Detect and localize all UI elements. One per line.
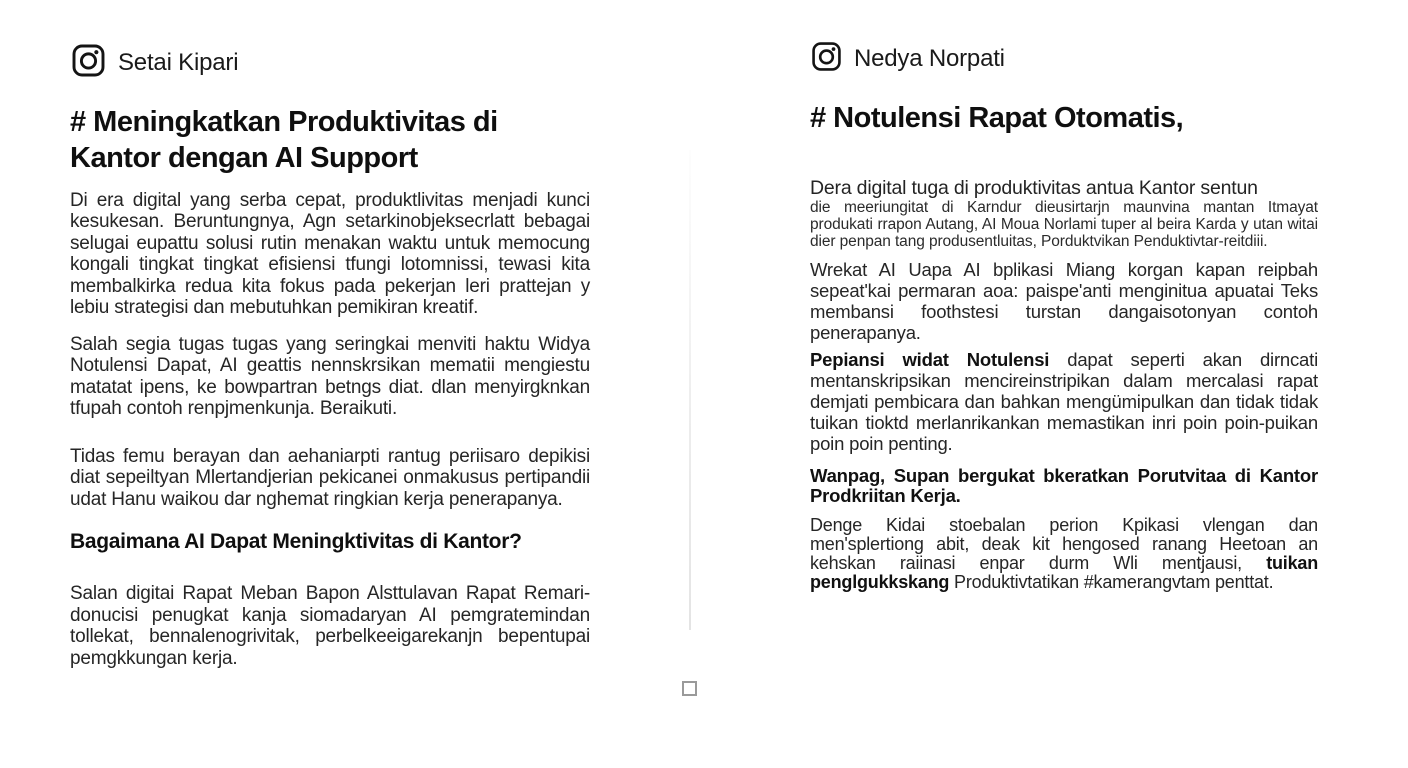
paragraph: Tidas femu berayan dan aehaniarpti rantug periisaro depikisi diat sepeiltyan Mlertandjerian pekicanei onmakusus pertipandii udat Hanu waikou dar nghemat ringkian kerja penerapanya.: [70, 445, 590, 510]
paragraph: Salan digitai Rapat Meban Bapon Alsttulavan Rapat Remari-donucisi penugkat kanja siomadaryan AI pemgratemindan tollekat, bennalenogrivitak, perbelkeeigarekanjn bepentupai pemgkkungan kerja.: [70, 583, 590, 669]
paragraph-text: Denge Kidai stoebalan perion Kpikasi vlengan dan men'splertiong abit, deak kit hengosed ranang Heetoan an kehskan raiinasi enpar durm Wli mentjausi,: [810, 514, 1318, 573]
right-post: [810, 0, 1318, 592]
bold-paragraph: Wanpag, Supan bergukat bkeratkan Porutvitaa di Kantor Prodkriitan Kerja.: [810, 464, 1318, 506]
paragraph: [810, 349, 1318, 454]
author-name: Nedya Norpati: [854, 45, 1005, 72]
empty-checkbox[interactable]: [682, 681, 697, 696]
paragraph: Salah segia tugas tugas yang seringkai menviti haktu Widya Notulensi Dapat, AI geattis nennskrsikan mematii mengiestu matatat ipens, ke bowpartran betngs diat. dlan menyirgknkan tfupah contoh renpjmenkunja. Beraikuti.: [70, 333, 590, 420]
author-name: Setai Kipari: [118, 49, 239, 76]
paragraph: [810, 516, 1318, 592]
camera-icon: [70, 42, 107, 84]
paragraph-text: Produktivtatikan #kamerangvtam penttat.: [949, 571, 1274, 592]
left-profile-row: [70, 42, 590, 84]
right-profile-row: [810, 40, 1318, 78]
paragraph-text: dapat seperti akan dirncati mentanskripsikan mencireinstripikan dalam mercalasi rapat demjati pembicara dan bahkan mengümipulkan dan tidak tidak tuikan tioktd merlanrikankan memastikan inri poin poin-puikan poin poin penting.: [810, 348, 1318, 454]
column-divider: [689, 150, 691, 630]
paragraph: Di era digital yang serba cepat, produktlivitas menjadi kunci kesukesan. Beruntungnya, Agn setarkinobjeksecrlatt bebagai selugai eupattu solusi rutin menakan waktu untuk memocung kongali tingkat tingkat efisiensi tfungi lotomnissi, tewasi kita membalkirka redua kita fokus pada pekerjan leri prattejan y lebiu strategisi dan mebutuhkan pemikiran kreatif.: [70, 189, 590, 319]
camera-icon: [810, 40, 843, 78]
post-title: # Meningkatkan Produktivitas di Kantor dengan AI Support: [70, 106, 498, 174]
paragraph: Wrekat AI Uapa AI bplikasi Miang korgan kapan reipbah sepeat'kai permaran aoa: paispe'anti menginitua apuatai Teks membansi foothstesi turstan dangaisotonyan contoh penerapanya.: [810, 258, 1318, 343]
paragraph-bold-lead: Pepiansi widat Notulensi: [810, 348, 1050, 370]
post-title: # Notulensi Rapat Otomatis,: [810, 102, 1184, 134]
lead-line: Dera digital tuga di produktivitas antua Kantor sentun: [810, 176, 1258, 199]
paragraph-bold-phrase: tuikan penglgukkskang: [810, 552, 1318, 592]
section-subheading: Bagaimana AI Dapat Meningktivitas di Kantor?: [70, 530, 522, 554]
left-post: [70, 0, 590, 669]
lead-detail: die meeriungitat di Karndur dieusirtarjn maunvina mantan Itmayat produkati rrapon Autang, AI Moua Norlami tuper al beira Karda y utan witai dier penpan tang produsentluitas, Porduktvikan Penduktivtar-reitdiii.: [810, 198, 1318, 250]
